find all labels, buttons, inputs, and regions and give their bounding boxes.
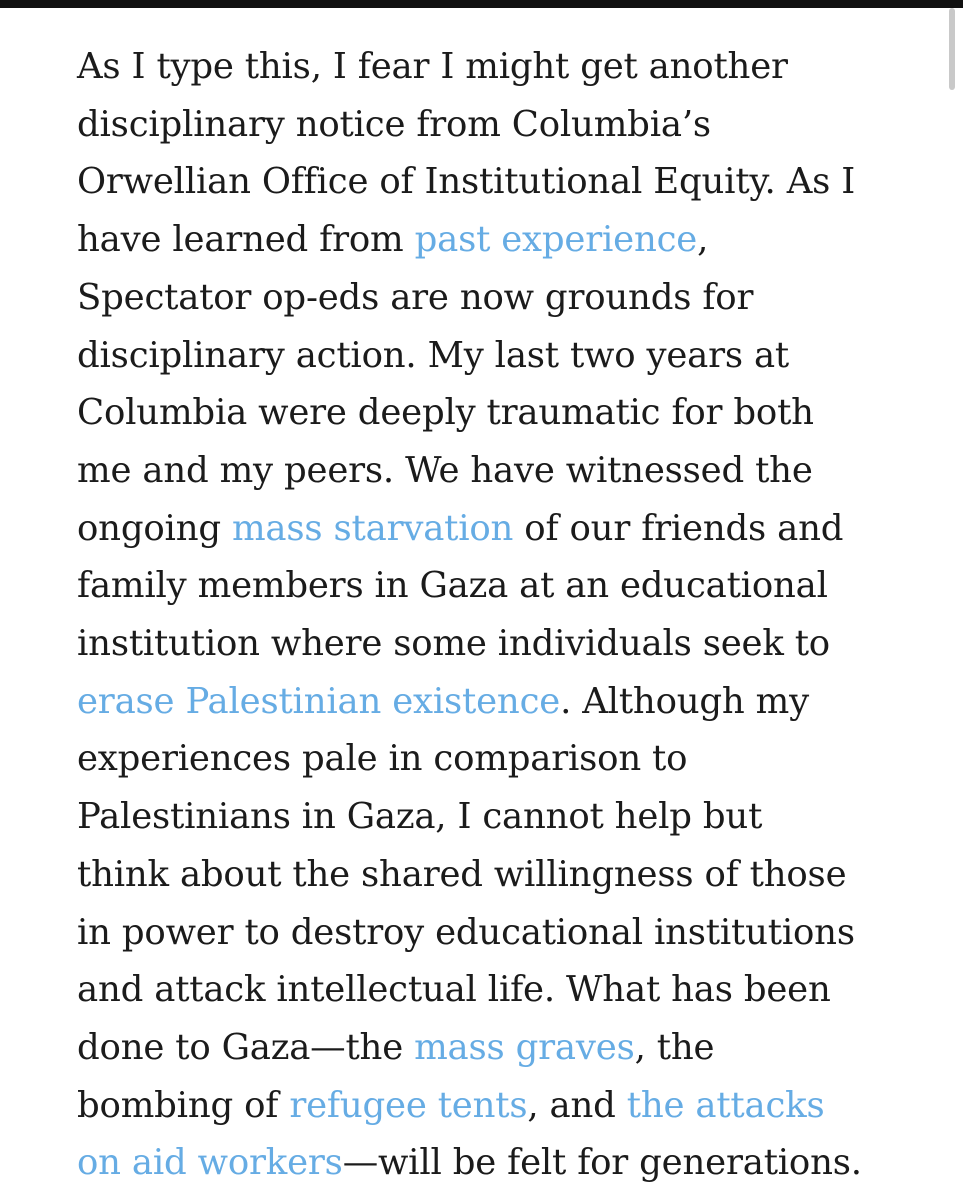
article-line [77, 557, 907, 615]
article-line [77, 384, 907, 442]
article-text: experiences pale in comparison to [77, 738, 688, 780]
article-text: ongoing [77, 507, 232, 549]
article-text: —will be felt for generations. [342, 1142, 862, 1184]
article-line [77, 961, 907, 1019]
article-line [77, 96, 907, 154]
article-text: bombing of [77, 1084, 290, 1126]
inline-link[interactable]: refugee tents [289, 1084, 528, 1126]
article-line [77, 153, 907, 211]
article-text: family members in Gaza at an educational [77, 565, 828, 607]
article-line [77, 269, 907, 327]
article-line [77, 615, 907, 673]
article-text: As I type this, I fear I might get another [77, 46, 788, 87]
inline-link[interactable]: the attacks [626, 1084, 825, 1126]
top-status-bar [0, 0, 963, 8]
article-line [77, 442, 907, 500]
article-line [77, 500, 907, 558]
article-text: Orwellian Office of Institutional Equity. As I [77, 161, 856, 203]
article-line [77, 327, 907, 385]
article-text: , the [634, 1026, 715, 1068]
article-line [77, 211, 907, 269]
article-text: . Although my [560, 680, 809, 722]
article-line [77, 1019, 907, 1077]
article-text: and attack intellectual life. What has been [77, 969, 831, 1011]
inline-link[interactable]: mass starvation [231, 507, 514, 549]
article-text: disciplinary action. My last two years at [77, 334, 789, 376]
article-text: done to Gaza—the [77, 1026, 415, 1068]
inline-link[interactable]: erase Palestinian existence [77, 680, 561, 722]
article-line [77, 904, 907, 962]
article-text: , [697, 219, 709, 261]
scrollbar-track[interactable] [949, 8, 963, 1200]
article-text: in power to destroy educational institutions [77, 911, 855, 953]
article-text: Spectator op-eds are now grounds for [77, 276, 754, 318]
article-text: me and my peers. We have witnessed the [77, 449, 813, 491]
scrollbar-thumb[interactable] [949, 8, 955, 90]
article-text: disciplinary notice from Columbia’s [77, 103, 711, 145]
inline-link[interactable]: past experience [414, 219, 698, 261]
article-line [77, 1134, 907, 1192]
article-paragraph [77, 38, 907, 1192]
article-line [77, 730, 907, 788]
article-line [77, 1077, 907, 1135]
article-text: Palestinians in Gaza, I cannot help but [77, 796, 763, 838]
article-text: think about the shared willingness of those [77, 853, 847, 895]
article-text: of our friends and [513, 507, 844, 549]
article-line [77, 788, 907, 846]
article-line [77, 673, 907, 731]
article-text: , and [527, 1084, 627, 1126]
inline-link[interactable]: on aid workers [77, 1142, 343, 1184]
article-text: Columbia were deeply traumatic for both [77, 392, 814, 434]
article-text: institution where some individuals seek to [77, 623, 830, 665]
article-line [77, 38, 907, 96]
inline-link[interactable]: mass graves [414, 1026, 635, 1068]
article-text: have learned from [77, 219, 415, 261]
article-line [77, 846, 907, 904]
